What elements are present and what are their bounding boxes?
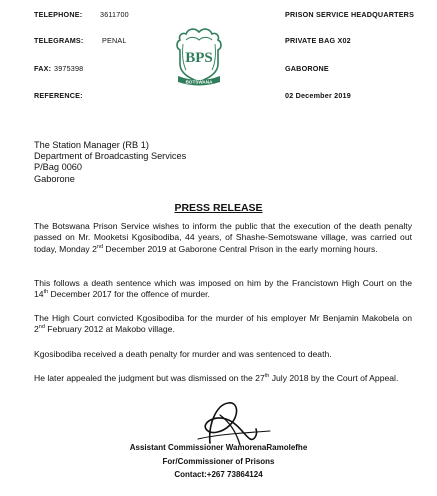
letter-date: 02 December 2019	[285, 91, 351, 100]
signatory-role: For/Commissioner of Prisons	[162, 457, 275, 466]
address-line-1: The Station Manager (RB 1)	[34, 140, 149, 150]
fax-label: FAX:	[34, 64, 52, 73]
press-release-title: PRESS RELEASE	[174, 202, 263, 214]
crest-ribbon: BOTSWANA	[185, 79, 213, 85]
paragraph-3-text-b: February 2012 at Makobo village.	[44, 324, 175, 335]
address-line-3: P/Bag 0060	[34, 162, 83, 173]
telephone-line	[34, 10, 129, 19]
telegrams-line	[34, 36, 127, 45]
paragraph-5-sup: th	[264, 373, 270, 380]
paragraph-2-sup: th	[43, 289, 49, 296]
botswana-prison-service-crest	[174, 26, 224, 86]
paragraph-3-text-a: The High Court convicted Kgosibodiba for the murder of his employer Mr Benjamin Makobela on 2	[34, 313, 412, 335]
paragraph-2-text-a: This follows a death sentence which was imposed on him by the Francistown High Court on the 14	[34, 278, 412, 300]
address-line-4: Gaborone	[34, 173, 75, 184]
reference-label: REFERENCE:	[34, 91, 83, 100]
paragraph-5	[34, 373, 412, 384]
paragraph-1	[34, 221, 412, 255]
paragraph-4: Kgosibodiba received a death penalty for murder and was sentenced to death.	[34, 349, 332, 359]
signatory-contact: Contact:+267 73864124	[174, 470, 263, 479]
paragraph-1-sup: nd	[96, 243, 104, 250]
city: GABORONE	[285, 64, 329, 73]
hq-label: PRISON SERVICE HEADQUARTERS	[285, 10, 415, 19]
recipient-address	[34, 140, 186, 185]
telegrams-label: TELEGRAMS:	[34, 36, 84, 45]
fax-line	[34, 64, 84, 73]
paragraph-2	[34, 278, 412, 301]
paragraph-5-text-a: He later appealed the judgment but was dismissed on the 27	[34, 373, 265, 383]
paragraph-5-text-b: July 2018 by the Court of Appeal.	[269, 373, 399, 383]
address-line-2: Department of Broadcasting Services	[34, 151, 187, 162]
paragraph-3	[34, 313, 412, 336]
telephone-label: TELEPHONE:	[34, 10, 83, 19]
signatory-name: Assistant Commissioner WamorenaRamolefhe	[129, 443, 308, 452]
private-bag: PRIVATE BAG X02	[285, 36, 351, 45]
paragraph-3-sup: nd	[38, 324, 45, 331]
telegrams-value: PENAL	[102, 36, 127, 45]
telephone-value: 3611700	[100, 10, 129, 19]
fax-value: 3975398	[54, 64, 84, 73]
paragraph-2-text-b: December 2017 for the offence of murder.	[48, 289, 210, 300]
crest-text: BPS	[185, 50, 213, 66]
paragraph-1-text-b: December 2019 at Gaborone Central Prison in the early morning hours.	[103, 243, 378, 254]
paragraph-1-text-a: The Botswana Prison Service wishes to inform the public that the execution of the death penalty passed on Mr. Mooketsi Kgosibodiba, 44 years, of Shashe-Semotswane village, was carried out today, Monday 2	[34, 221, 412, 254]
